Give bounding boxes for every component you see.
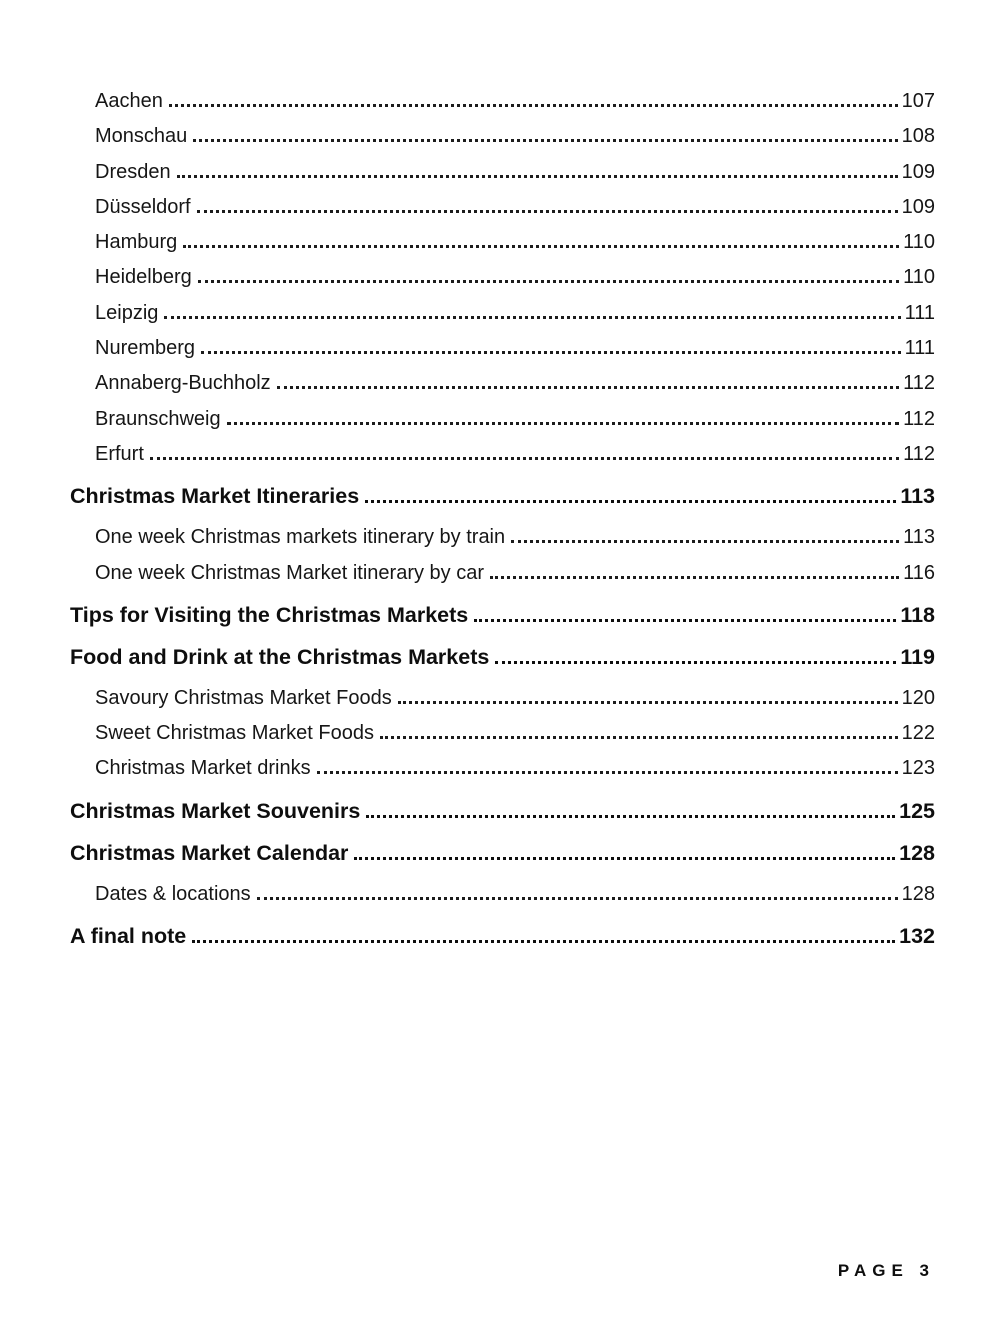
leader-dots xyxy=(366,815,895,818)
leader-dots xyxy=(183,245,899,248)
leader-dots xyxy=(177,175,898,178)
toc-entry-page: 112 xyxy=(903,372,935,395)
toc-entry-page: 112 xyxy=(903,407,935,430)
toc-entry-page: 108 xyxy=(901,125,935,148)
toc-entry-label: Monschau xyxy=(95,125,188,148)
toc-entry-souvenirs[interactable] xyxy=(70,793,935,829)
toc-entry-label: Christmas Market drinks xyxy=(95,757,311,780)
toc-entry-label: Braunschweig xyxy=(95,407,221,430)
toc-entry-page: 122 xyxy=(901,722,935,745)
toc-entry-page: 128 xyxy=(899,840,935,865)
toc-entry-food-and-drink[interactable] xyxy=(70,639,935,675)
toc-entry-page: 110 xyxy=(903,266,935,289)
toc-entry-itinerary-by-train[interactable] xyxy=(70,520,935,555)
leader-dots xyxy=(511,540,899,543)
toc-entry-page: 111 xyxy=(904,337,935,360)
toc-entry-braunschweig[interactable] xyxy=(70,402,935,437)
toc-entry-label: Heidelberg xyxy=(95,266,192,289)
page-number-label: PAGE 3 xyxy=(837,1261,935,1280)
toc-entry-page: 132 xyxy=(899,924,935,949)
toc-entry-page: 110 xyxy=(903,231,935,254)
toc-entry-erfurt[interactable] xyxy=(70,437,935,472)
toc-entry-label: Tips for Visiting the Christmas Markets xyxy=(70,602,469,627)
toc-entry-label: Düsseldorf xyxy=(95,195,191,218)
leader-dots xyxy=(192,940,895,943)
toc-entry-page: 107 xyxy=(901,90,935,112)
leader-dots xyxy=(169,104,898,107)
toc-entry-hamburg[interactable] xyxy=(70,225,935,260)
toc-entry-leipzig[interactable] xyxy=(70,296,935,331)
leader-dots xyxy=(398,701,898,704)
toc-entry-a-final-note[interactable] xyxy=(70,918,935,954)
toc-entry-duesseldorf[interactable] xyxy=(70,190,935,225)
toc-entry-itinerary-by-car[interactable] xyxy=(70,556,935,591)
leader-dots xyxy=(227,422,899,425)
toc-entry-heidelberg[interactable] xyxy=(70,260,935,295)
leader-dots xyxy=(380,736,898,739)
leader-dots xyxy=(164,316,900,319)
leader-dots xyxy=(150,457,899,460)
leader-dots xyxy=(257,897,898,900)
toc-entry-tips-for-visiting[interactable] xyxy=(70,597,935,633)
toc-entry-annaberg-buchholz[interactable] xyxy=(70,366,935,401)
toc-entry-monschau[interactable] xyxy=(70,119,935,154)
toc-entry-label: Nuremberg xyxy=(95,337,196,360)
leader-dots xyxy=(490,576,899,579)
toc-entry-label: Christmas Market Itineraries xyxy=(70,484,360,509)
leader-dots xyxy=(317,771,898,774)
toc-entry-label: One week Christmas Market itinerary by car xyxy=(95,561,485,584)
toc-entry-page: 120 xyxy=(901,686,935,709)
toc-entry-savoury-foods[interactable] xyxy=(70,681,935,716)
leader-dots xyxy=(201,351,901,354)
toc-entry-page: 111 xyxy=(904,301,935,324)
toc-entry-label: Dates & locations xyxy=(95,882,251,905)
toc-entry-market-drinks[interactable] xyxy=(70,751,935,786)
toc-entry-label: Sweet Christmas Market Foods xyxy=(95,722,374,745)
toc-entry-calendar[interactable] xyxy=(70,835,935,871)
leader-dots xyxy=(277,386,899,389)
toc-entry-nuremberg[interactable] xyxy=(70,331,935,366)
toc-entry-page: 116 xyxy=(903,561,935,584)
toc-entry-page: 113 xyxy=(900,484,935,509)
toc-entry-page: 123 xyxy=(901,757,935,780)
toc-entry-label: Aachen xyxy=(95,90,163,112)
toc-entry-label: A final note xyxy=(70,924,187,949)
leader-dots xyxy=(365,500,896,503)
toc-entry-label: Christmas Market Souvenirs xyxy=(70,798,361,823)
toc-entry-christmas-market-itineraries[interactable] xyxy=(70,478,935,514)
toc-entry-label: Food and Drink at the Christmas Markets xyxy=(70,644,490,669)
toc-entry-page: 125 xyxy=(899,798,935,823)
toc-entry-page: 118 xyxy=(900,602,935,627)
table-of-contents xyxy=(70,84,935,960)
toc-entry-page: 113 xyxy=(903,526,935,549)
page-number-footer xyxy=(838,1261,935,1281)
leader-dots xyxy=(474,619,896,622)
toc-entry-page: 109 xyxy=(901,160,935,183)
toc-entry-label: Leipzig xyxy=(95,301,159,324)
leader-dots xyxy=(193,139,897,142)
toc-entry-label: Annaberg-Buchholz xyxy=(95,372,271,395)
leader-dots xyxy=(197,210,898,213)
toc-entry-label: Hamburg xyxy=(95,231,178,254)
toc-entry-dates-locations[interactable] xyxy=(70,877,935,912)
toc-entry-label: Christmas Market Calendar xyxy=(70,840,349,865)
toc-entry-sweet-foods[interactable] xyxy=(70,716,935,751)
toc-entry-label: Erfurt xyxy=(95,442,144,465)
toc-entry-page: 112 xyxy=(903,442,935,465)
toc-entry-page: 128 xyxy=(901,882,935,905)
toc-entry-aachen[interactable] xyxy=(70,84,935,119)
toc-entry-label: Dresden xyxy=(95,160,171,183)
leader-dots xyxy=(354,857,895,860)
toc-entry-dresden[interactable] xyxy=(70,155,935,190)
toc-entry-page: 109 xyxy=(901,195,935,218)
toc-entry-label: One week Christmas markets itinerary by train xyxy=(95,526,506,549)
toc-entry-label: Savoury Christmas Market Foods xyxy=(95,686,392,709)
leader-dots xyxy=(495,661,896,664)
leader-dots xyxy=(198,280,899,283)
toc-entry-page: 119 xyxy=(900,644,935,669)
